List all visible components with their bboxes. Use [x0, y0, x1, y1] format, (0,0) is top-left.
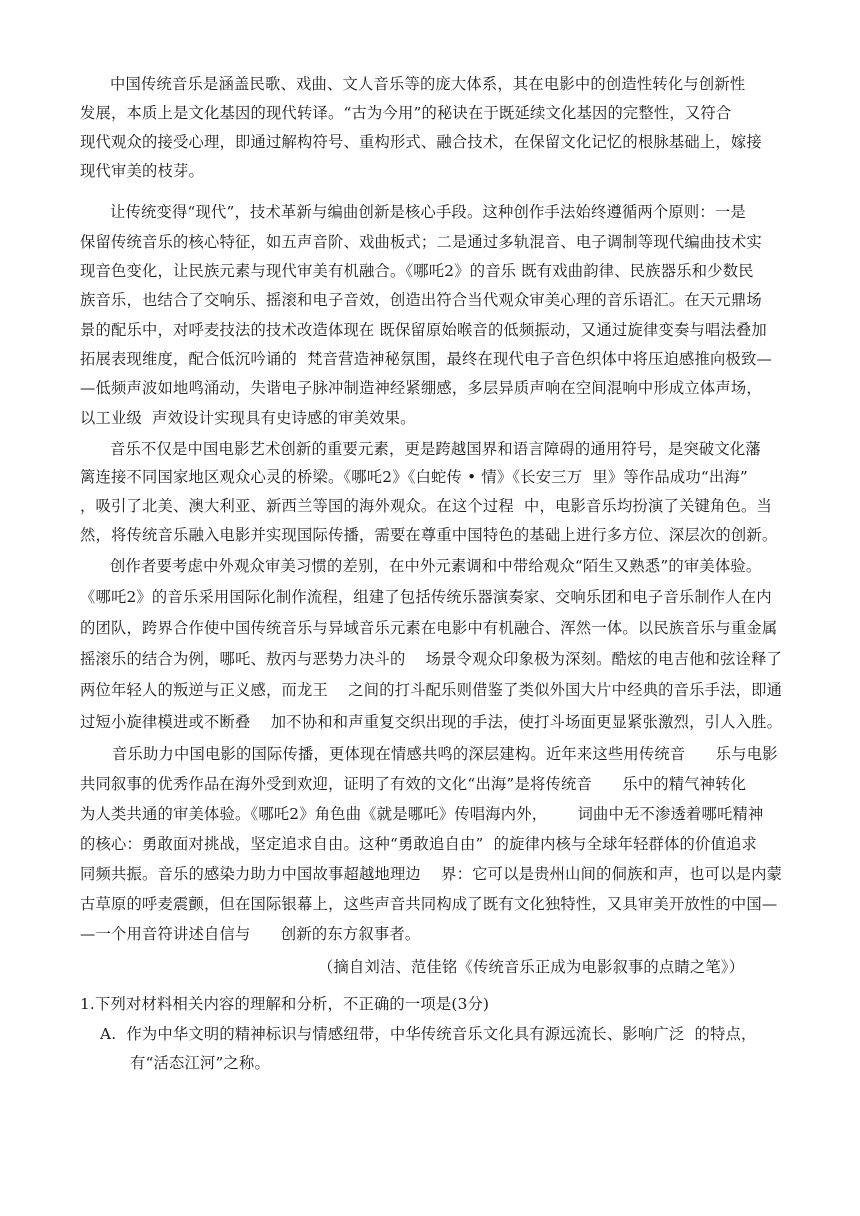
text-line: —一个用音符讲述自信与 创新的东方叙事者。: [80, 925, 421, 943]
text-line: 创作者要考虑中外观众审美习惯的差别，在中外元素调和中带给观众“陌生又熟悉”的审美体验。: [110, 557, 762, 575]
text-line: 现代观众的接受心理，即通过解构符号、重构形式、融合技术，在保留文化记忆的根脉基础上，嫁接: [80, 133, 762, 151]
text-line: 过短小旋律模进或不断叠 加不协和和声重复交织出现的手法，使打斗场面更显紧张激烈，引人入胜。: [80, 713, 783, 731]
text-line: ，吸引了北美、澳大利亚、新西兰等国的海外观众。在这个过程 中，电影音乐均扮演了关键角色。当: [80, 497, 772, 515]
question-stem: 1.下列对材料相关内容的理解和分析，不正确的一项是(3分): [80, 995, 490, 1013]
text-line: 然，将传统音乐融入电影并实现国际传播，需要在尊重中国特色的基础上进行多方位、深层次的创新。: [80, 526, 778, 544]
text-line: 音乐不仅是中国电影艺术创新的重要元素，更是跨越国界和语言障碍的通用符号，是突破文化藩: [110, 440, 761, 458]
text-line: —低频声波如地鸣涌动，失谐电子脉冲制造神经紧绷感，多层异质声响在空间混响中形成立体声场，: [80, 379, 762, 397]
text-line: 《哪吒2》的音乐采用国际化制作流程，组建了包括传统乐器演奏家、交响乐团和电子音乐制作人在内: [80, 588, 772, 606]
text-line: 拓展表现维度，配合低沉吟诵的 梵音营造神秘氛围，最终在现代电子音色织体中将压迫感推向极致—: [80, 350, 772, 368]
text-line: 发展，本质上是文化基因的现代转译。“古为今用”的秘诀在于既延续文化基因的完整性，又符合: [80, 104, 732, 122]
text-line: 现代审美的枝芽。: [80, 162, 204, 180]
text-line: 同频共振。音乐的感染力助力中国故事超越地理边 界：它可以是贵州山间的侗族和声，也可以是内蒙: [80, 865, 783, 883]
text-line: 族音乐，也结合了交响乐、摇滚和电子音效，创造出符合当代观众审美心理的音乐语汇。在天元鼎场: [80, 291, 762, 309]
text-line: 让传统变得“现代”，技术革新与编曲创新是核心手段。这种创作手法始终遵循两个原则：一是: [110, 203, 746, 221]
source-citation: （摘自刘洁、范佳铭《传统音乐正成为电影叙事的点睛之笔》）: [318, 958, 745, 976]
text-line: 为人类共通的审美体验。《哪吒2》角色曲《就是哪吒》传唱海内外， 词曲中无不渗透着哪吒精神: [80, 805, 764, 823]
text-line: 的核心：勇敢面对挑战，坚定追求自由。这种“勇敢追自由” 的旋律内核与全球年轻群体的价值追求: [80, 835, 758, 853]
option-a-line: 有“活态江河”之称。: [130, 1054, 271, 1072]
option-a-line: A. 作为中华文明的精神标识与情感纽带，中华传统音乐文化具有源远流长、影响广泛 的特点，: [100, 1025, 757, 1043]
text-line: 景的配乐中，对呼麦技法的技术改造体现在 既保留原始喉音的低频振动，又通过旋律变奏与唱法叠加: [80, 321, 767, 339]
text-line: 以工业级 声效设计实现具有史诗感的审美效果。: [80, 409, 416, 427]
text-line: 篱连接不同国家地区观众心灵的桥梁。《哪吒2》《白蛇传 • 情》《长安三万 里》等作品成功“出海”: [80, 468, 748, 486]
text-line: 两位年轻人的叛逆与正义感，而龙王 之间的打斗配乐则借鉴了类似外国大片中经典的音乐手法，即通: [80, 681, 783, 699]
text-line: 的团队，跨界合作使中国传统音乐与异域音乐元素在电影中有机融合、浑然一体。以民族音乐与重金属: [80, 619, 778, 637]
text-line: 保留传统音乐的核心特征，如五声音阶、戏曲板式；二是通过多轨混音、电子调制等现代编曲技术实: [80, 233, 762, 251]
text-line: 现音色变化，让民族元素与现代审美有机融合。《哪吒2》的音乐 既有戏曲韵律、民族器乐和少数民: [80, 262, 754, 280]
text-line: 音乐助力中国电影的国际传播，更体现在情感共鸣的深层建构。近年来这些用传统音 乐与电影: [112, 745, 778, 763]
text-line: 摇滚乐的结合为例，哪吒、敖丙与恶势力决斗的 场景令观众印象极为深刻。酷炫的电吉他和弦诠释了: [80, 650, 783, 668]
text-line: 共同叙事的优秀作品在海外受到欢迎，证明了有效的文化“出海”是将传统音 乐中的精气神转化: [80, 775, 747, 793]
text-line: 中国传统音乐是涵盖民歌、戏曲、文人音乐等的庞大体系，其在电影中的创造性转化与创新性: [110, 75, 746, 93]
text-line: 古草原的呼麦震颤，但在国际银幕上，这些声音共同构成了既有文化独特性，又具审美开放性的中国—: [80, 895, 778, 913]
